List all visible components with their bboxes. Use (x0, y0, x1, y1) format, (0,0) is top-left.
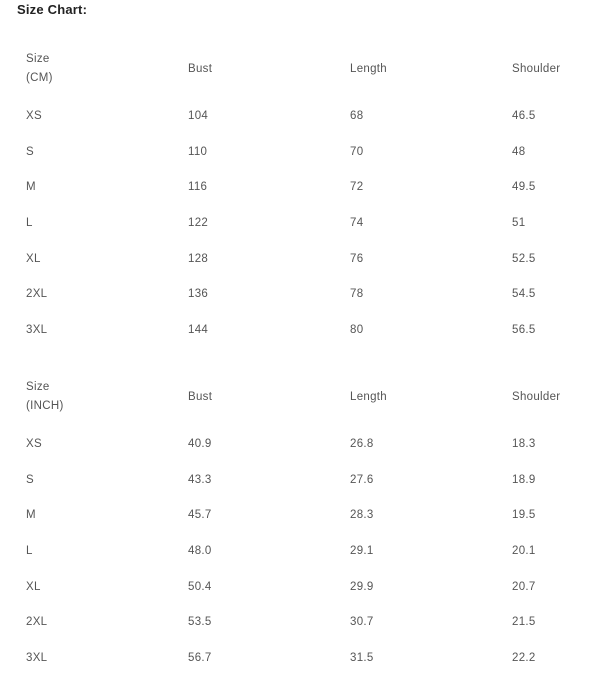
cell-length: 78 (350, 288, 364, 301)
table-row (17, 312, 600, 348)
cell-shoulder: 46.5 (512, 109, 536, 122)
cell-length: 70 (350, 145, 364, 158)
table-row (17, 205, 600, 241)
table-header-row (17, 368, 600, 426)
size-table-cm (17, 40, 600, 348)
cell-size: M (26, 181, 36, 194)
table-header-row (17, 40, 600, 98)
cell-length: 31.5 (350, 651, 374, 664)
table-row (17, 134, 600, 170)
cell-bust: 110 (188, 145, 208, 158)
cell-length: 68 (350, 109, 364, 122)
cell-size: 3XL (26, 323, 48, 336)
cell-size: 2XL (26, 288, 48, 301)
cell-shoulder: 20.7 (512, 580, 536, 593)
cell-size: 3XL (26, 651, 48, 664)
table-row (17, 426, 600, 462)
cell-bust: 104 (188, 109, 209, 122)
cell-length: 72 (350, 181, 364, 194)
header-size: Size (INCH) (26, 381, 64, 412)
cell-bust: 43.3 (188, 473, 212, 486)
cell-bust: 128 (188, 252, 209, 265)
header-length: Length (350, 390, 387, 403)
header-shoulder: Shoulder (512, 390, 561, 403)
cell-shoulder: 18.3 (512, 437, 536, 450)
cell-size: S (26, 145, 34, 158)
cell-shoulder: 21.5 (512, 616, 536, 629)
cell-bust: 116 (188, 181, 208, 194)
cell-length: 76 (350, 252, 364, 265)
cell-length: 29.1 (350, 544, 374, 557)
header-bust: Bust (188, 390, 213, 403)
cell-size: L (26, 216, 33, 229)
size-chart-title: Size Chart: (17, 2, 88, 17)
cell-length: 30.7 (350, 616, 374, 629)
table-row (17, 169, 600, 205)
table-row (17, 497, 600, 533)
cell-size: XS (26, 437, 42, 450)
cell-length: 28.3 (350, 509, 374, 522)
cell-bust: 40.9 (188, 437, 212, 450)
cell-shoulder: 19.5 (512, 509, 536, 522)
table-row (17, 604, 600, 640)
cell-length: 29.9 (350, 580, 374, 593)
cell-size: XS (26, 109, 42, 122)
cell-shoulder: 52.5 (512, 252, 536, 265)
cell-bust: 56.7 (188, 651, 212, 664)
cell-length: 80 (350, 323, 364, 336)
header-shoulder: Shoulder (512, 62, 561, 75)
table-row (17, 98, 600, 134)
cell-shoulder: 18.9 (512, 473, 536, 486)
cell-size: XL (26, 580, 41, 593)
cell-size: M (26, 509, 36, 522)
cell-bust: 144 (188, 323, 209, 336)
cell-bust: 122 (188, 216, 209, 229)
table-row (17, 462, 600, 498)
table-row (17, 276, 600, 312)
cell-size: 2XL (26, 616, 48, 629)
cell-shoulder: 51 (512, 216, 526, 229)
cell-size: L (26, 544, 33, 557)
cell-shoulder: 49.5 (512, 181, 536, 194)
cell-length: 26.8 (350, 437, 374, 450)
cell-bust: 50.4 (188, 580, 212, 593)
cell-bust: 53.5 (188, 616, 212, 629)
cell-length: 74 (350, 216, 364, 229)
header-size: Size (CM) (26, 53, 53, 84)
cell-bust: 136 (188, 288, 209, 301)
cell-shoulder: 54.5 (512, 288, 536, 301)
table-row (17, 569, 600, 605)
cell-shoulder: 20.1 (512, 544, 536, 557)
size-table-inch (17, 368, 600, 676)
table-row (17, 640, 600, 676)
cell-bust: 48.0 (188, 544, 212, 557)
cell-shoulder: 48 (512, 145, 526, 158)
cell-size: XL (26, 252, 41, 265)
cell-shoulder: 22.2 (512, 651, 536, 664)
cell-shoulder: 56.5 (512, 323, 536, 336)
table-row (17, 533, 600, 569)
cell-size: S (26, 473, 34, 486)
table-row (17, 241, 600, 277)
header-bust: Bust (188, 62, 213, 75)
header-length: Length (350, 62, 387, 75)
cell-bust: 45.7 (188, 509, 212, 522)
cell-length: 27.6 (350, 473, 374, 486)
